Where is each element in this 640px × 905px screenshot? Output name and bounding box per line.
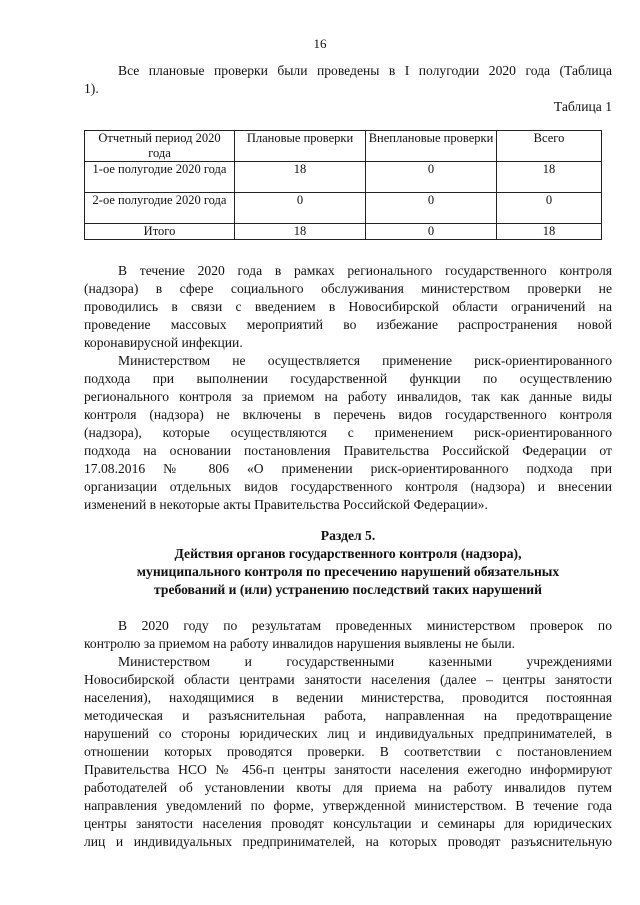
text-line: лиц и индивидуальных предпринимателей, на которых проводят разъяснительную (84, 834, 612, 849)
table-header-row (85, 131, 602, 162)
text-line: Правительства НСО № 456-п центры занятости населения ежегодно информируют (84, 762, 612, 777)
text-line: регионального контроля за приемом на работу инвалидов, так как данные виды (84, 389, 612, 404)
text-line: проведение массовых мероприятий во избежание распространения новой (84, 317, 612, 332)
intro-line: Все плановые проверки были проведены в I полугодии 2020 года (Таблица (118, 63, 612, 78)
text-line: населения), находящимися в ведении министерства, проводится постоянная (84, 690, 612, 705)
text-line: В 2020 году по результатам проведенных министерством проверок по (118, 618, 612, 633)
text-line: методическая и разъяснительная работа, направленная на предотвращение (84, 708, 612, 723)
text-line: работодателей об установлении квоты для приема на работу инвалидов путем (84, 780, 612, 795)
table-cell: 0 (235, 193, 366, 224)
text-line: Министерством не осуществляется применение риск-ориентированного (118, 353, 612, 368)
text-line: отношении которых проводятся проверки. В соответствии с постановлением (84, 744, 612, 759)
table-cell: 0 (366, 193, 497, 224)
intro-line: 1). (84, 81, 99, 96)
table-header-cell: Плановые проверки (235, 131, 366, 162)
table-row-total (85, 224, 602, 240)
heading-line: Действия органов государственного контроля (надзора), (174, 546, 522, 561)
text-line: подхода на основании постановления Правительства Российской Федерации от (84, 443, 612, 458)
table-row (85, 162, 602, 193)
text-line: контролю за приемом на работу инвалидов нарушения выявлены не были. (84, 636, 516, 651)
page-number: 16 (313, 36, 327, 51)
text-line: изменений в некоторые акты Правительства Российской Федерации». (84, 497, 488, 512)
heading-line: требований и (или) устранению последствий таких нарушений (154, 582, 542, 597)
table-header-cell: Отчетный период 2020 года (85, 131, 235, 162)
table-cell: 18 (235, 224, 366, 240)
text-line: В течение 2020 года в рамках регионального государственного контроля (118, 263, 612, 278)
text-line: (надзора) в сфере социального обслуживания министерством проверки не (84, 281, 612, 296)
table-header-cell: Всего (497, 131, 602, 162)
table-cell: 0 (497, 193, 602, 224)
table-cell: 18 (497, 162, 602, 193)
table-cell: 18 (497, 224, 602, 240)
text-line: коронавирусной инфекции. (84, 335, 243, 350)
table-cell: 18 (235, 162, 366, 193)
text-line: контроля (надзора) не включены в перечень видов государственного контроля (84, 407, 612, 422)
data-table (84, 130, 602, 240)
table-cell: 1-ое полугодие 2020 года (85, 162, 235, 193)
text-line: (надзора), которые осуществляются с применением риск-ориентированного (84, 425, 612, 440)
table-header-cell: Внеплановые проверки (366, 131, 497, 162)
table-row (85, 193, 602, 224)
text-line: Новосибирской области центрами занятости населения (далее – центры занятости (84, 672, 612, 687)
table-cell: Итого (85, 224, 235, 240)
table-cell: 2-ое полугодие 2020 года (85, 193, 235, 224)
heading-line: муниципального контроля по пресечению нарушений обязательных (136, 564, 560, 579)
text-line: центры занятости населения проводят консультации и семинары для юридических (84, 816, 612, 831)
text-line: направления уведомлений по форме, утвержденной министерством. В течение года (84, 798, 612, 813)
table-caption: Таблица 1 (553, 99, 612, 114)
text-line: Министерством и государственными казенными учреждениями (118, 654, 612, 669)
text-line: организации отдельных видов государственного контроля (надзора) и внесении (84, 479, 612, 494)
text-line: 17.08.2016 № 806 «О применении риск-ориентированного подхода при (84, 461, 612, 476)
text-line: подхода при выполнении государственной функции по осуществлению (84, 371, 612, 386)
table-cell: 0 (366, 162, 497, 193)
text-line: нарушений со стороны юридических лиц и индивидуальных предпринимателей, в (84, 726, 612, 741)
table-cell: 0 (366, 224, 497, 240)
section-title: Раздел 5. (320, 528, 376, 543)
text-line: проводились в связи с введением в Новосибирской области ограничений на (84, 299, 612, 314)
